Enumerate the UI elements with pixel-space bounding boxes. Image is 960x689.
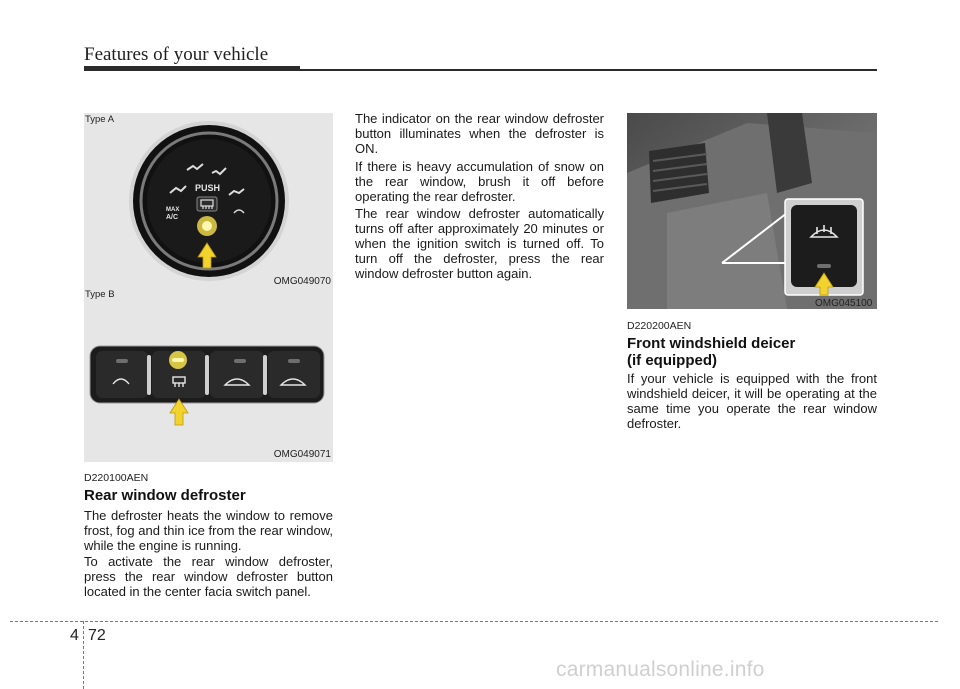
rear-paragraph-4: If there is heavy accumulation of snow on the rear window, brush it off before operating the rear defroster. — [355, 159, 604, 204]
switch-panel-illustration — [84, 289, 333, 462]
recirculation-switch — [268, 351, 320, 398]
figure-type-b — [84, 289, 333, 462]
air-intake-switch — [210, 351, 264, 398]
knob-push-text: PUSH — [195, 183, 221, 193]
rear-paragraph-5: The rear window defroster automatically turns off after approximately 20 minutes or when the ignition switch is turned off. To turn off the defroster, press the rear window defroster button again. — [355, 206, 604, 281]
section-code-rear: D220100AEN — [84, 472, 149, 484]
page-section-number: 4 — [70, 627, 79, 644]
air-vent — [649, 143, 709, 203]
header-rule-thick — [84, 66, 300, 71]
heading-front-windshield-deicer — [627, 335, 795, 369]
climate-knob-illustration — [84, 113, 333, 289]
header-title: Features of your vehicle — [84, 44, 269, 65]
rear-paragraph-1: The defroster heats the window to remove frost, fog and thin ice from the rear window, while the engine is running. — [84, 508, 333, 553]
footer-rule — [10, 621, 938, 622]
page-number: 72 — [88, 627, 106, 644]
figure-type-b-label: Type B — [85, 289, 115, 300]
heading-rear-window-defroster: Rear window defroster — [84, 487, 246, 504]
indicator-light — [202, 221, 212, 231]
header-rule-thin — [300, 69, 877, 71]
dashboard-photo — [627, 113, 877, 309]
heading-front-line2: (if equipped) — [627, 352, 717, 369]
rear-paragraph-3: The indicator on the rear window defroster button illuminates when the defroster is ON. — [355, 111, 604, 156]
heading-front-line1: Front windshield deicer — [627, 335, 796, 352]
rear-defrost-indicator — [172, 358, 184, 362]
figure-dashboard — [627, 113, 877, 309]
rear-paragraph-2: To activate the rear window defroster, press the rear window defroster button located in the center facia switch panel. — [84, 554, 333, 599]
switch-cluster — [667, 193, 787, 309]
figure-type-a — [84, 113, 333, 289]
front-paragraph-1: If your vehicle is equipped with the front windshield deicer, it will be operating at the same time you operate the rear window defroster. — [627, 371, 877, 431]
figure-dashboard-code: OMG045100 — [815, 298, 873, 309]
deicer-indicator — [817, 264, 831, 268]
rear-defrost-button — [197, 197, 217, 211]
section-code-front: D220200AEN — [627, 320, 692, 332]
footer-divider — [83, 621, 84, 689]
front-defrost-switch — [96, 351, 148, 398]
figure-type-a-label: Type A — [85, 114, 115, 125]
maxac-line1: MAX — [166, 207, 180, 213]
watermark: carmanualsonline.info — [556, 658, 765, 681]
maxac-line2: A/C — [166, 214, 179, 221]
figure-type-a-code: OMG049070 — [273, 276, 331, 287]
figure-type-b-code: OMG049071 — [273, 449, 331, 460]
